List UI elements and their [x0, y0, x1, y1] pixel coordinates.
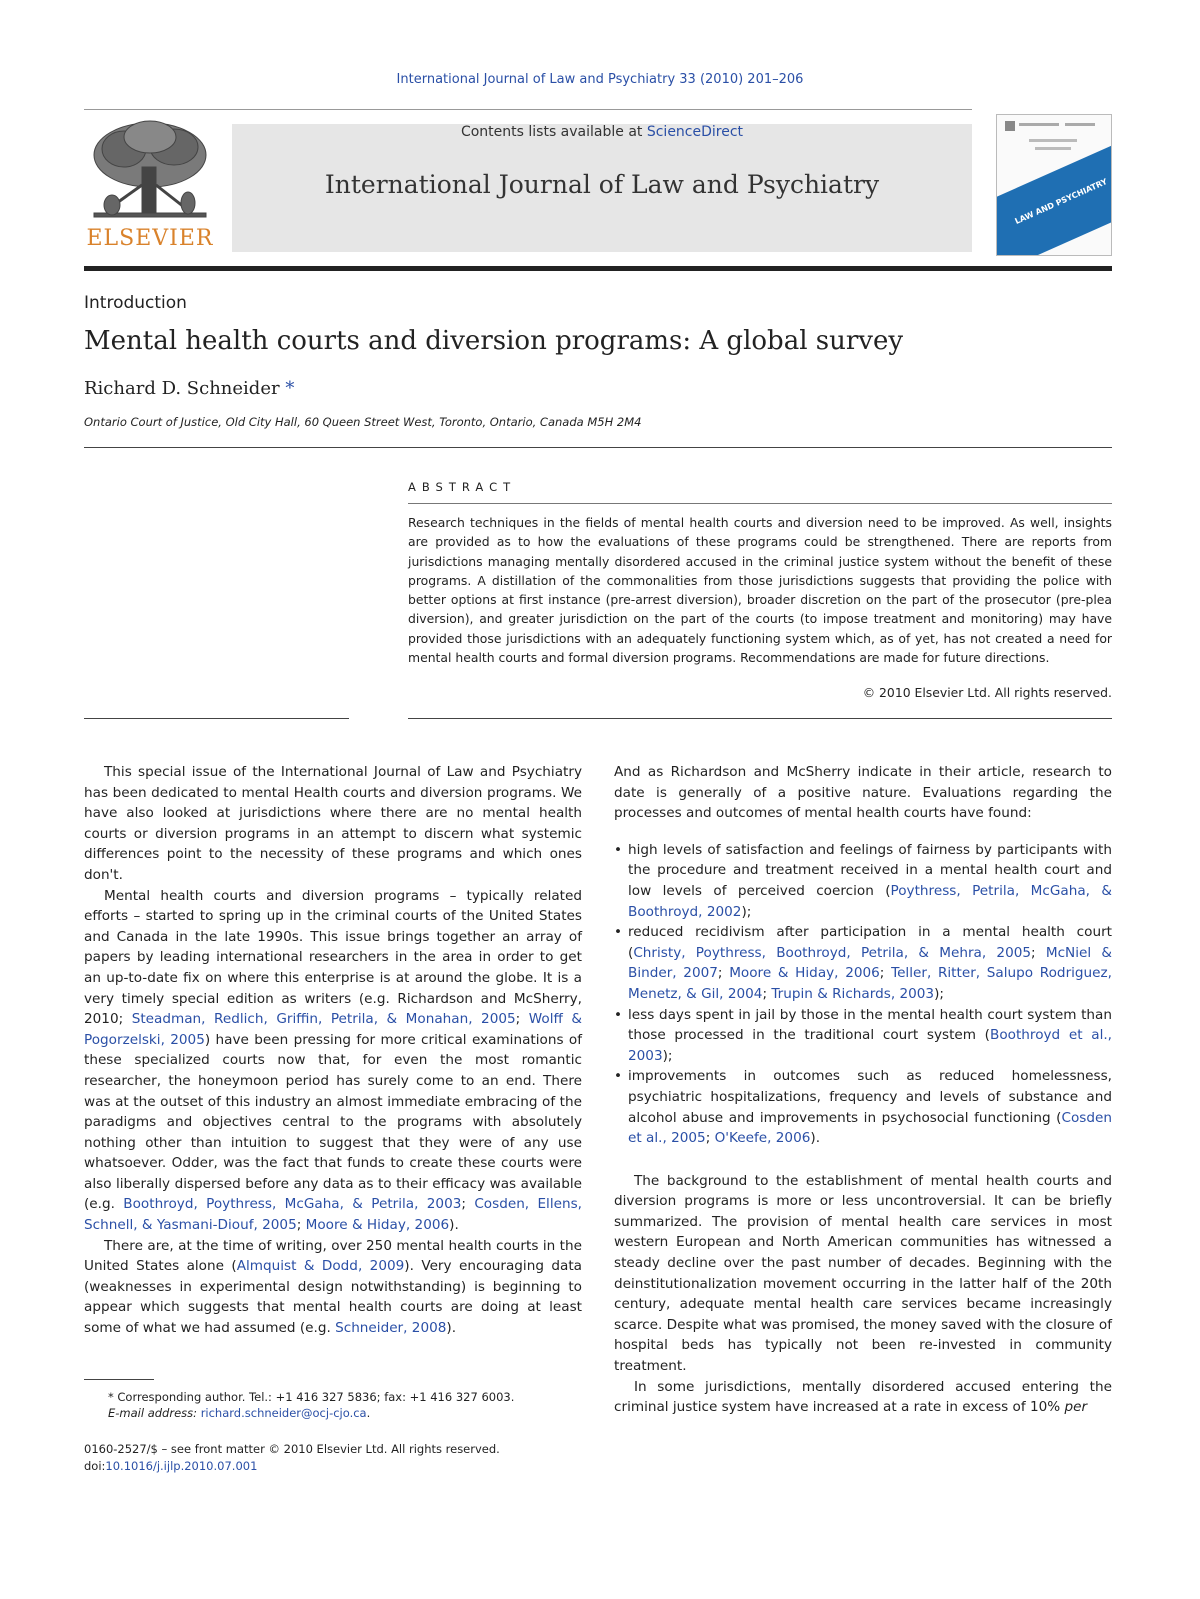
text-run: high levels of satisfaction and feelings of fairness by participants with the procedure and treatment received in a mental health court and low levels of perceived coercion (	[628, 841, 1112, 899]
text-run: In some jurisdictions, mentally disordered accused entering the criminal justice system have increased at a rate in excess of 10%	[614, 1378, 1112, 1416]
citation-link[interactable]: Steadman, Redlich, Griffin, Petrila, & Monahan, 2005	[131, 1011, 516, 1028]
text-run: Corresponding author. Tel.: +1 416 327 5836; fax: +1 416 327 6003.	[113, 1390, 515, 1404]
text-run: );	[741, 903, 752, 920]
findings-list	[614, 840, 1112, 1149]
text-run: ;	[705, 1130, 715, 1147]
abstract-rule	[408, 503, 1112, 504]
citation-link[interactable]: Wolff & Pogorzelski, 2005	[84, 1011, 582, 1048]
contents-line	[232, 124, 972, 140]
footnote-rule	[84, 1379, 154, 1380]
body-column-left	[84, 762, 582, 1339]
text-run: ;	[461, 1196, 475, 1213]
text-run: ).	[449, 1217, 459, 1234]
running-head[interactable]: International Journal of Law and Psychiatry 33 (2010) 201–206	[396, 72, 804, 87]
citation-link[interactable]: Moore & Hiday, 2006	[305, 1217, 450, 1234]
citation-link[interactable]: Poythress, Petrila, McGaha, & Boothroyd, 2002	[628, 882, 1112, 920]
list-item	[628, 1005, 1112, 1067]
elsevier-wordmark: ELSEVIER	[86, 226, 214, 251]
text-run: There are, at the time of writing, over 250 mental health courts in the United States alone (	[84, 1237, 582, 1275]
list-item	[628, 922, 1112, 1004]
text-run: ;	[879, 965, 892, 982]
text-run: improvements in outcomes such as reduced homelessness, psychiatric hospitalizations, frequency and levels of substance and alcohol abuse and improvements in psychosocial functioning (	[628, 1068, 1112, 1126]
text-run: ;	[717, 965, 730, 982]
text-run: ;	[515, 1011, 529, 1028]
citation-link[interactable]: O'Keefe, 2006	[714, 1130, 811, 1147]
article-type: Introduction	[84, 293, 187, 313]
journal-cover-thumbnail[interactable]	[996, 114, 1112, 256]
author-affiliation: Ontario Court of Justice, Old City Hall, 60 Queen Street West, Toronto, Ontario, Canada M5H 2M4	[84, 415, 642, 429]
text-run: );	[934, 985, 944, 1002]
text-run: );	[662, 1047, 673, 1064]
cover-band-text: LAW AND PSYCHIATRY	[1013, 177, 1109, 226]
citation-link[interactable]: Christy, Poythress, Boothroyd, Petrila, & Mehra, 2005	[633, 944, 1032, 961]
footnote-mark: *	[108, 1390, 114, 1404]
text-run: ). Very encouraging data (weaknesses in experimental design notwithstanding) is beginning to appear which suggests that mental health courts are doing at least some of what we had assumed (e.g.	[84, 1258, 582, 1337]
citation-link[interactable]: Teller, Ritter, Salupo Rodriguez, Menetz, & Gil, 2004	[628, 965, 1112, 1002]
citation-link[interactable]: Boothroyd et al., 2003	[628, 1027, 1112, 1064]
citation-link[interactable]: Trupin & Richards, 2003	[771, 985, 935, 1002]
text-run: reduced recidivism after participation in a mental health court (	[628, 924, 1112, 961]
author-name: Richard D. Schneider	[84, 378, 280, 399]
meta-rule	[84, 447, 1112, 448]
article-title: Mental health courts and diversion programs: A global survey	[84, 326, 904, 356]
text-run: ).	[446, 1320, 457, 1337]
doi-line	[84, 1458, 582, 1475]
header-rule	[84, 109, 972, 110]
header-thick-rule	[84, 266, 1112, 271]
issn-line: 0160-2527/$ – see front matter © 2010 Elsevier Ltd. All rights reserved.	[84, 1442, 500, 1456]
citation-link[interactable]: Almquist & Dodd, 2009	[236, 1258, 405, 1275]
paragraph: The background to the establishment of mental health courts and diversion programs is more or less uncontroversial. It can be briefly summarized. The provision of mental health care services in most western European and North American communities has witnessed a steady decline over the past number of decades. Beginning with the deinstitutionalization movement occurring in the latter half of the 20th century, adequate mental health care services became increasingly scarce. Despite what was promised, the money saved with the closure of hospital beds has typically not been re-invested in community treatment.	[614, 1172, 1112, 1375]
text-run: .	[366, 1406, 371, 1420]
citation-link[interactable]: Cosden, Ellens, Schnell, & Yasmani-Diouf, 2005	[84, 1196, 582, 1234]
text-run: ) have been pressing for more critical examinations of these specialized courts now that, for even the most romantic researcher, the honeymoon period has surely come to an end. There was at the outset of this industry an almost immediate embracing of the paradigms and objectives central to the programs with absolutely nothing other than intuition to suggest that they were of any use whatsoever. Odder, was the fact that funds to create these courts were also liberally dispersed before any data as to their efficacy was available (e.g.	[84, 1031, 582, 1213]
abstract-text: Research techniques in the fields of mental health courts and diversion need to be improved. As well, insights are provided as to how the evaluations of these programs could be strengthened. There are reports from jurisdictions managing mentally disordered accused in the criminal justice system without the benefit of these programs. A distillation of the commonalities from those jurisdictions suggests that providing the police with better options at first instance (pre-arrest diversion), broader discretion on the part of the prosecutor (pre-plea diversion), and greater jurisdiction on the part of the courts (to impose treatment and monitoring) may have provided those jurisdictions with an adequately functioning system which, as of yet, has not created a need for mental health courts and formal diversion programs. Recommendations are made for future directions.	[408, 515, 1112, 666]
text-run: ;	[762, 985, 772, 1002]
corresponding-author-mark[interactable]: *	[285, 378, 295, 399]
left-divider	[84, 718, 349, 719]
body-column-right	[614, 762, 1112, 1418]
email-label: E-mail address:	[108, 1406, 201, 1420]
doi-link[interactable]: 10.1016/j.ijlp.2010.07.001	[105, 1459, 258, 1473]
front-matter	[84, 1441, 582, 1475]
citation-link[interactable]: Moore & Hiday, 2006	[729, 965, 880, 982]
author-line	[84, 378, 294, 399]
footnote-email	[84, 1405, 582, 1421]
list-item	[628, 840, 1112, 922]
doi-label: doi:	[84, 1459, 106, 1473]
citation-link[interactable]: Boothroyd, Poythress, McGaha, & Petrila, 2003	[123, 1196, 462, 1213]
abstract-copyright: © 2010 Elsevier Ltd. All rights reserved.	[862, 685, 1112, 700]
paragraph: And as Richardson and McSherry indicate in their article, research to date is generally of a positive nature. Evaluations regarding the processes and outcomes of mental health courts have found:	[614, 764, 1112, 822]
paragraph	[614, 1377, 1112, 1418]
list-item	[628, 1066, 1112, 1148]
contents-prefix: Contents lists available at	[460, 124, 647, 140]
text-run: ;	[1031, 944, 1046, 961]
emphasis: per	[1064, 1399, 1088, 1416]
email-link[interactable]: richard.schneider@ocj-cjo.ca	[200, 1406, 367, 1420]
text-run: ;	[296, 1217, 306, 1234]
paragraph	[84, 886, 582, 1236]
right-divider	[408, 718, 1112, 719]
text-run: Mental health courts and diversion programs – typically related efforts – started to spring up in the criminal courts of the United States and Canada in the late 1990s. This issue brings together an array of papers by leading international researchers in the area in order to get an up-to-date fix on where this enterprise is at around the globe. It is a very timely special edition as writers (e.g. Richardson and McSherry, 2010;	[84, 887, 582, 1028]
footnote-corresponding	[84, 1389, 582, 1405]
text-run: less days spent in jail by those in the mental health court system than those processed in the traditional court system (	[628, 1006, 1112, 1044]
footnote	[84, 1389, 582, 1421]
abstract-heading: ABSTRACT	[408, 480, 517, 494]
paragraph: This special issue of the International Journal of Law and Psychiatry has been dedicated to mental Health courts and diversion programs. We have also looked at jurisdictions where there are no mental health courts or diversion programs in an attempt to discern what systemic differences point to the necessity of these programs and which ones don't.	[84, 764, 582, 883]
citation-link[interactable]: Schneider, 2008	[335, 1320, 447, 1337]
sciencedirect-link[interactable]: ScienceDirect	[646, 124, 744, 140]
text-run: ).	[810, 1130, 821, 1147]
citation-link[interactable]: Cosden et al., 2005	[628, 1109, 1112, 1147]
paragraph	[84, 1236, 582, 1339]
journal-title: International Journal of Law and Psychiatry	[324, 170, 880, 199]
citation-link[interactable]: McNiel & Binder, 2007	[628, 944, 1112, 982]
